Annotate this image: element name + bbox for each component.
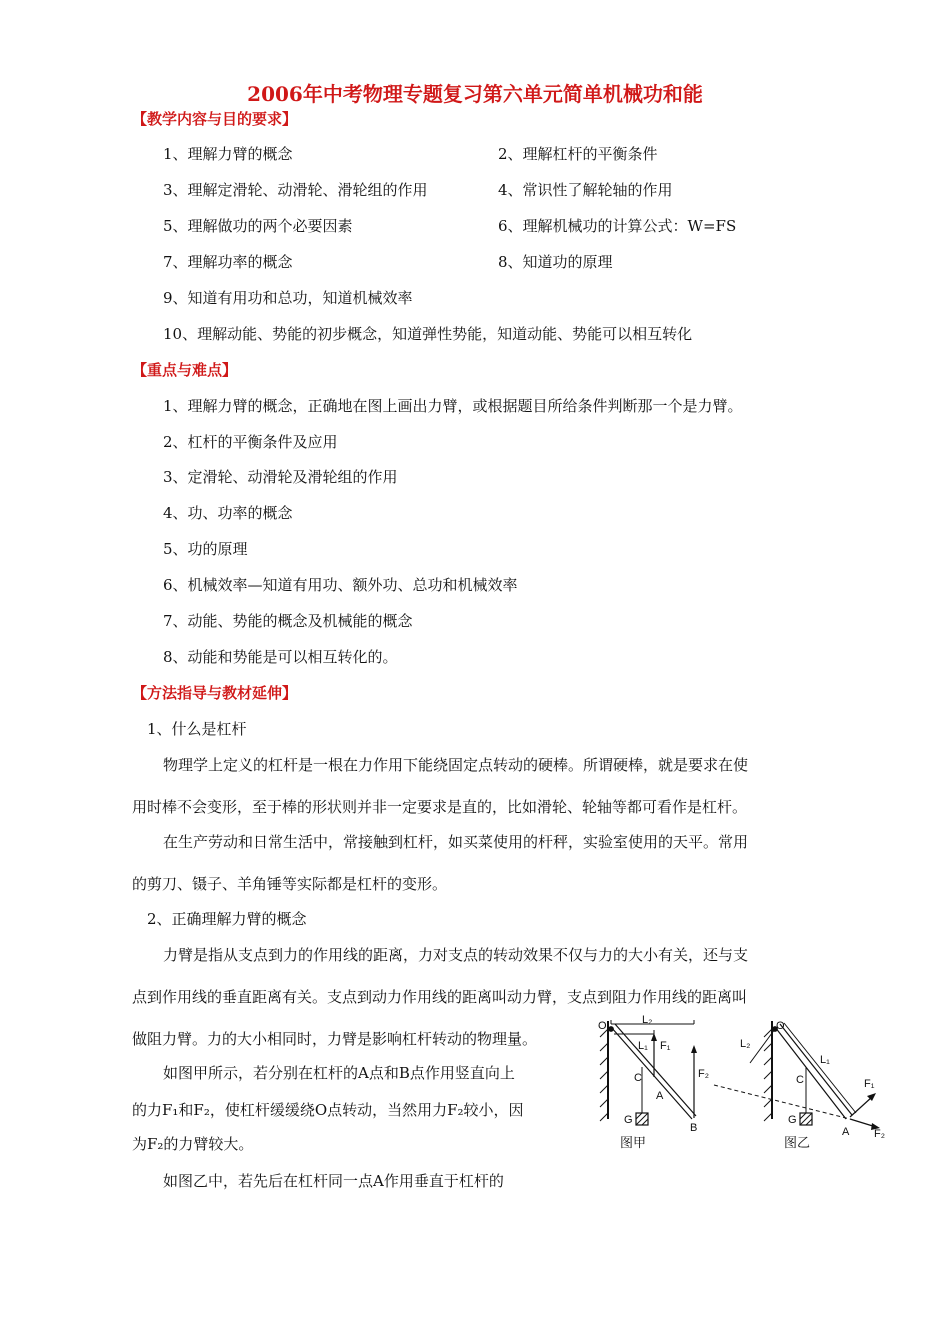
paragraph-line: 力臂是指从支点到力的作用线的距离，力对支点的转动效果不仅与力的大小有关，还与支 [163,946,749,964]
objective-item: 1、理解力臂的概念 [163,145,293,163]
label-yi: 图乙 [784,1135,811,1150]
label-a: A [842,1126,850,1138]
paragraph-line: 在生产劳动和日常生活中，常接触到杠杆，如买菜使用的杆秤，实验室使用的天平。常用 [163,833,749,851]
label-g: G [788,1114,797,1126]
objective-item: 10、理解动能、势能的初步概念，知道弹性势能，知道动能、势能可以相互转化 [163,325,693,343]
key-point-item: 3、定滑轮、动滑轮及滑轮组的作用 [163,468,398,486]
page-title: 2006年中考物理专题复习第六单元简单机械功和能 [247,82,703,106]
paragraph-line: 如图乙中，若先后在杠杆同一点A作用垂直于杠杆的 [163,1172,504,1190]
label-f1: F₁ [660,1040,671,1052]
section-heading-objectives: 【教学内容与目的要求】 [132,110,298,128]
section-heading-key-points: 【重点与难点】 [132,361,238,379]
objective-item: 4、常识性了解轮轴的作用 [498,181,673,199]
paragraph-line: 为F₂的力臂较大。 [132,1135,254,1153]
label-l2: L₂ [740,1038,751,1050]
paragraph-line: 做阻力臂。力的大小相同时，力臂是影响杠杆转动的物理量。 [132,1030,538,1048]
paragraph-line: 用时棒不会变形，至于棒的形状则并非一定要求是直的，比如滑轮、轮轴等都可看作是杠杆。 [132,798,748,816]
label-o: O [776,1020,785,1032]
label-l1: L₁ [638,1040,648,1052]
objective-item: 7、理解功率的概念 [163,253,293,271]
objective-item: 6、理解机械功的计算公式：W=FS [498,217,737,235]
key-point-item: 5、功的原理 [163,540,248,558]
label-o: O [598,1020,607,1032]
label-f2: F₂ [698,1068,709,1080]
label-l2: L₂ [642,1015,653,1026]
paragraph-line: 的剪刀、镊子、羊角锤等实际都是杠杆的变形。 [132,875,448,893]
key-point-item: 4、功、功率的概念 [163,504,293,522]
figure-jia [600,1020,697,1125]
key-point-item: 7、动能、势能的概念及机械能的概念 [163,612,413,630]
label-f1: F₁ [864,1078,875,1090]
objective-item: 9、知道有用功和总功，知道机械效率 [163,289,413,307]
label-f2: F₂ [874,1128,885,1140]
key-point-item: 6、机械效率—知道有用功、额外功、总功和机械效率 [163,576,518,594]
paragraph-line: 如图甲所示，若分别在杠杆的A点和B点作用竖直向上 [163,1064,515,1082]
label-a: A [656,1090,664,1102]
key-point-item: 2、杠杆的平衡条件及应用 [163,433,338,451]
paragraph-line: 的力F₁和F₂，使杠杆缓缓绕O点转动，当然用力F₂较小，因 [132,1101,524,1119]
label-jia: 图甲 [620,1135,647,1150]
objective-item: 8、知道功的原理 [498,253,613,271]
subheading-lever: 1、什么是杠杆 [147,720,247,738]
label-c: C [796,1074,804,1086]
label-g: G [624,1114,633,1126]
subheading-lever-arm: 2、正确理解力臂的概念 [147,910,307,928]
objective-item: 5、理解做功的两个必要因素 [163,217,353,235]
section-heading-method: 【方法指导与教材延伸】 [132,684,298,702]
label-c: C [634,1072,642,1084]
objective-item: 3、理解定滑轮、动滑轮、滑轮组的作用 [163,181,428,199]
key-point-item: 1、理解力臂的概念，正确地在图上画出力臂，或根据题目所给条件判断那一个是力臂。 [163,397,743,415]
paragraph-line: 物理学上定义的杠杆是一根在力作用下能绕固定点转动的硬棒。所谓硬棒，就是要求在使 [163,756,749,774]
key-point-item: 8、动能和势能是可以相互转化的。 [163,648,398,666]
paragraph-line: 点到作用线的垂直距离有关。支点到动力作用线的距离叫动力臂，支点到阻力作用线的距离叫 [132,988,748,1006]
label-b: B [690,1122,698,1134]
label-l1: L₁ [820,1054,830,1066]
objective-item: 2、理解杠杆的平衡条件 [498,145,658,163]
lever-diagram [594,1015,894,1163]
